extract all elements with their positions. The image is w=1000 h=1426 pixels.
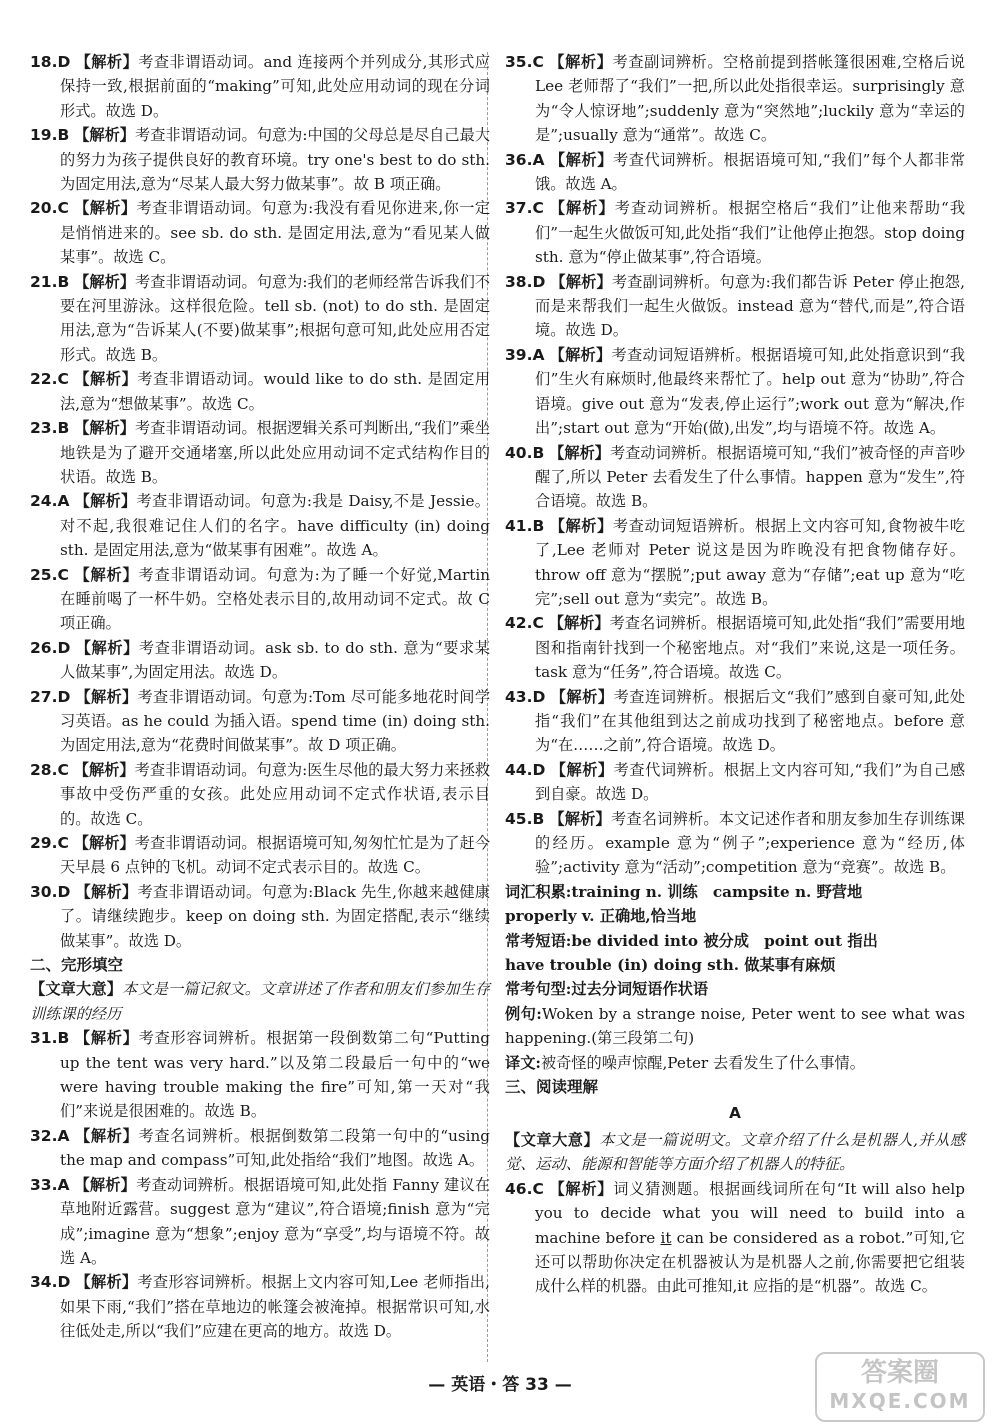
translation-text: 被奇怪的噪声惊醒,Peter 去看发生了什么事情。	[540, 1053, 865, 1072]
answer-entry	[30, 1026, 490, 1124]
answer-number: 24.A	[30, 492, 70, 511]
answer-entry	[30, 1173, 490, 1271]
answer-entry	[30, 50, 490, 123]
answer-number: 46.C	[505, 1179, 544, 1198]
translation	[505, 1051, 965, 1075]
answer-entry	[505, 758, 965, 807]
answer-entry-46	[505, 1177, 965, 1299]
answer-entry	[505, 196, 965, 269]
summary-tag: 【文章大意】	[30, 980, 123, 999]
watermark-line1: 答案圈	[860, 1358, 939, 1388]
vocab-text-1: training n. 训练 campsite n. 野营地	[571, 882, 863, 901]
answer-number: 44.D	[505, 760, 546, 779]
analysis-text: 考查副词辨析。空格前提到搭帐篷很困难,空格后说 Lee 老师帮了“我们”一把,所以此处指很幸运。surprisingly 意为“令人惊讶地”;suddenly 意为“突然地”;luckily 意为“幸运的是”;usually 意为“通常”。故选 C。	[535, 53, 966, 145]
analysis-tag: 【解析】	[74, 492, 137, 511]
entry46-text-before: 词义猜测题。根据画线词所在句“It will also help you to decide what you will need to build into a machine before	[535, 1179, 965, 1247]
analysis-text: 考查非谓语动词。句意为:我是 Daisy,不是 Jessie。对不起,我很难记住人们的名字。have difficulty (in) doing sth. 是固定用法,意为“做某事有困难”。故选 A。	[60, 492, 490, 560]
answer-number: 41.B	[505, 516, 545, 535]
passage-label: A	[729, 1104, 741, 1123]
pattern-line	[505, 977, 965, 1001]
watermark-line2: MXQE.COM	[829, 1389, 971, 1413]
section3-heading: 三、阅读理解	[505, 1078, 599, 1097]
answer-number: 40.B	[505, 443, 545, 462]
analysis-tag: 【解析】	[548, 614, 610, 633]
answer-number: 43.D	[505, 687, 546, 706]
analysis-text: 考查代词辨析。根据上文内容可知,“我们”为自己感到自豪。故选 D。	[535, 760, 966, 804]
analysis-tag: 【解析】	[75, 53, 139, 71]
answer-number: 35.C	[505, 53, 544, 71]
example-label: 例句:	[505, 1004, 542, 1023]
analysis-tag: 【解析】	[74, 370, 138, 389]
answer-number: 42.C	[505, 614, 544, 633]
analysis-text: 考查动词辨析。根据空格后“我们”让他来帮助“我们”一起生火做饭可知,此处指“我们”让他停止抱怨。stop doing sth. 意为“停止做某事”,符合语境。	[535, 199, 966, 267]
analysis-text: 考查非谓语动词。根据语境可知,匆匆忙忙是为了赶今天早晨 6 点钟的飞机。动词不定式表示目的。故选 C。	[60, 834, 491, 877]
phrase-text-1: be divided into 被分成 point out 指出	[571, 931, 878, 950]
analysis-tag: 【解析】	[550, 272, 612, 291]
left-column	[30, 50, 490, 1344]
answer-entry	[30, 123, 490, 196]
answer-entry	[30, 489, 490, 562]
translation-label: 译文:	[505, 1053, 541, 1072]
analysis-text: 考查名词辨析。根据语境可知,此处指“我们”需要用地图和指南针找到一个秘密地点。对“我们”来说,这是一项任务。task 意为“任务”,符合语境。故选 C。	[535, 614, 966, 682]
answer-number: 26.D	[30, 638, 71, 657]
answer-number: 39.A	[505, 345, 545, 364]
analysis-tag: 【解析】	[75, 1273, 138, 1292]
analysis-text: 考查名词辨析。根据倒数第二段第一句中的“using the map and compass”可知,此处指给“我们”地图。故选 A。	[60, 1126, 491, 1170]
vocab-block	[505, 880, 965, 1002]
answer-entry	[505, 270, 965, 343]
phrase-label: 常考短语:	[505, 931, 572, 950]
analysis-text: 考查非谓语动词。句意为:Tom 尽可能多地花时间学习英语。as he could 为插入语。spend time (in) doing sth. 为固定用法,意为“花费时间做某事”。故 D 项正确。	[60, 687, 491, 755]
analysis-tag: 【解析】	[549, 53, 613, 71]
answer-number: 31.B	[30, 1029, 70, 1048]
answer-entry	[505, 611, 965, 684]
answer-list-left	[30, 50, 490, 953]
analysis-tag: 【解析】	[549, 443, 610, 462]
analysis-text: 考查动词短语辨析。根据语境可知,此处指意识到“我们”生火有麻烦时,他最终来帮忙了。help out 意为“协助”,符合语境。give out 意为“发表,停止运行”;work out 意为“解决,作出”;start out 意为“开始(做),出发”,均与语境不符。故选 A。	[535, 345, 966, 438]
analysis-tag: 【解析】	[549, 1179, 614, 1198]
answer-number: 27.D	[30, 687, 71, 706]
analysis-tag: 【解析】	[549, 345, 612, 364]
phrase-line-1	[505, 929, 965, 953]
analysis-text: 考查动词辨析。根据语境可知,“我们”被奇怪的声音吵醒了,所以 Peter 去看发生了什么事情。happen 意为“发生”,符合语境。故选 B。	[535, 443, 966, 511]
analysis-tag: 【解析】	[75, 687, 138, 706]
analysis-text: 考查非谓语动词。句意为:中国的父母总是尽自己最大的努力为孩子提供良好的教育环境。try one's best to do sth. 为固定用法,意为“尽某人最大努力做某事”。故 B 项正确。	[60, 126, 491, 194]
answer-number: 32.A	[30, 1126, 70, 1145]
analysis-text: 考查非谓语动词。句意为:医生尽他的最大努力来拯救事故中受伤严重的女孩。此处应用动词不定式作状语,表示目的。故选 C。	[60, 760, 491, 828]
answer-entry	[505, 50, 965, 148]
answer-entry	[30, 270, 490, 368]
section2-summary	[30, 977, 490, 1026]
entry46-text-after: can be considered as a robot.”可知,它还可以帮助你决定在机器被认为是机器人之前,你需要把它组装成什么样的机器。由此可推知,it 应指的是“机器”。故选 C。	[535, 1228, 966, 1296]
right-column	[505, 50, 965, 1299]
answer-entry	[30, 880, 490, 953]
answer-entry	[505, 343, 965, 441]
analysis-text: 考查名词辨析。本文记述作者和朋友参加生存训练课的经历。example 意为“例子”;experience 意为“经历,体验”;activity 意为“活动”;competition 意为“竞赛”。故选 B。	[535, 809, 966, 877]
analysis-text: 考查非谓语动词。句意为:我们的老师经常告诉我们不要在河里游泳。这样很危险。tell sb. (not) to do sth. 是固定用法,意为“告诉某人(不要)做某事”;根据句意可知,此处应用否定形式。故选 B。	[60, 272, 491, 364]
analysis-tag: 【解析】	[74, 419, 135, 438]
answer-list-right	[505, 50, 965, 880]
analysis-tag: 【解析】	[550, 687, 614, 706]
answer-list-left-2	[30, 1026, 490, 1343]
analysis-tag: 【解析】	[74, 199, 137, 218]
answer-entry	[30, 685, 490, 758]
answer-number: 21.B	[30, 272, 70, 291]
analysis-tag: 【解析】	[74, 126, 135, 145]
analysis-tag: 【解析】	[549, 809, 611, 828]
analysis-text: 考查非谓语动词。would like to do sth. 是固定用法,意为“想做某事”。故选 C。	[60, 370, 491, 413]
answer-number: 38.D	[505, 272, 546, 291]
analysis-text: 考查代词辨析。根据语境可知,“我们”每个人都非常饿。故选 A。	[535, 150, 966, 194]
analysis-text: 考查形容词辨析。根据第一段倒数第二句“Putting up the tent was very hard.”以及第二段最后一句中的“we were having trouble making the fire”可知,第一天对“我们”来说是很困难的。故选 B。	[60, 1029, 490, 1121]
answer-number: 30.D	[30, 882, 71, 901]
answer-entry	[30, 758, 490, 831]
answer-number: 19.B	[30, 126, 70, 145]
answer-entry	[505, 685, 965, 758]
answer-entry	[30, 416, 490, 489]
analysis-tag: 【解析】	[550, 760, 614, 779]
analysis-text: 考查形容词辨析。根据上文内容可知,Lee 老师指出,如果下雨,“我们”搭在草地边的帐篷会被淹掉。根据常识可知,水往低处走,所以“我们”应建在更高的地方。故选 D。	[60, 1273, 491, 1341]
example-text: Woken by a strange noise, Peter went to see what was happening.(第三段第二句)	[505, 1004, 965, 1048]
analysis-tag: 【解析】	[74, 1029, 139, 1048]
analysis-tag: 【解析】	[549, 199, 615, 218]
section3-summary	[505, 1128, 965, 1177]
answer-number: 22.C	[30, 370, 69, 389]
answer-entry	[30, 196, 490, 269]
answer-entry	[30, 831, 490, 880]
analysis-tag: 【解析】	[73, 834, 135, 852]
analysis-tag: 【解析】	[75, 882, 138, 901]
phrase-line-2: have trouble (in) doing sth. 做某事有麻烦	[505, 956, 836, 975]
answer-entry	[505, 441, 965, 514]
analysis-tag: 【解析】	[74, 272, 135, 291]
answer-number: 37.C	[505, 199, 544, 218]
analysis-text: 考查非谓语动词。句意为:为了睡一个好觉,Martin 在睡前喝了一杯牛奶。空格处表示目的,故用动词不定式。故 C 项正确。	[60, 565, 491, 633]
summary-text-3: 本文是一篇说明文。文章介绍了什么是机器人,并从感觉、运动、能源和智能等方面介绍了机器人的特征。	[505, 1130, 966, 1174]
answer-number: 36.A	[505, 150, 545, 169]
pattern-text: 过去分词短语作状语	[571, 980, 709, 999]
analysis-tag: 【解析】	[75, 1126, 139, 1145]
pattern-label: 常考句型:	[505, 980, 572, 999]
vocab-line-2: properly v. 正确地,恰当地	[505, 907, 697, 926]
answer-entry	[30, 636, 490, 685]
example-sentence	[505, 1002, 965, 1051]
analysis-text: 考查非谓语动词。句意为:Black 先生,你越来越健康了。请继续跑步。keep on doing sth. 为固定搭配,表示“继续做某事”。故选 D。	[60, 882, 491, 950]
answer-number: 29.C	[30, 834, 69, 852]
analysis-tag: 【解析】	[75, 638, 139, 657]
vocab-line-1	[505, 880, 965, 904]
answer-number: 25.C	[30, 565, 69, 584]
answer-number: 18.D	[30, 53, 71, 71]
analysis-tag: 【解析】	[74, 1175, 137, 1194]
answer-entry	[505, 514, 965, 612]
vocab-label: 词汇积累:	[505, 882, 572, 901]
analysis-text: 考查副词辨析。句意为:我们都告诉 Peter 停止抱怨,而是来帮我们一起生火做饭。instead 意为“替代,而是”,符合语境。故选 D。	[535, 272, 965, 340]
answer-entry	[505, 807, 965, 880]
answer-number: 20.C	[30, 199, 69, 218]
analysis-text: 考查非谓语动词。and 连接两个并列成分,其形式应保持一致,根据前面的“making”可知,此处应用动词的现在分词形式。故选 D。	[60, 53, 491, 120]
analysis-tag: 【解析】	[549, 150, 613, 169]
page-footer: — 英语・答 33 —	[428, 1375, 572, 1395]
analysis-tag: 【解析】	[549, 516, 613, 535]
answer-entry	[30, 1124, 490, 1173]
summary-tag-3: 【文章大意】	[505, 1130, 600, 1149]
answer-number: 34.D	[30, 1273, 71, 1292]
summary-text: 本文是一篇记叙文。文章讲述了作者和朋友们参加生存训练课的经历	[30, 980, 491, 1023]
answer-entry	[30, 1270, 490, 1343]
analysis-text: 考查非谓语动词。句意为:我没有看见你进来,你一定是悄悄进来的。see sb. do sth. 是固定用法,意为“看见某人做某事”。故选 C。	[60, 199, 491, 267]
answer-number: 33.A	[30, 1175, 70, 1194]
answer-number: 28.C	[30, 760, 69, 779]
analysis-text: 考查动词辨析。根据语境可知,此处指 Fanny 建议在草地附近露营。suggest 意为“建议”,符合语境;finish 意为“完成”;imagine 意为“想象”;enjoy 意为“享受”,均与语境不符。故选 A。	[60, 1175, 491, 1267]
analysis-tag: 【解析】	[74, 565, 139, 584]
answer-entry	[30, 367, 490, 416]
answer-entry	[30, 563, 490, 636]
analysis-tag: 【解析】	[73, 760, 135, 779]
answer-number: 23.B	[30, 419, 70, 438]
analysis-text: 考查非谓语动词。ask sb. to do sth. 意为“要求某人做某事”,为固定用法。故选 D。	[60, 638, 491, 682]
analysis-text: 考查非谓语动词。根据逻辑关系可判断出,“我们”乘坐地铁是为了避开交通堵塞,所以此处应用动词不定式结构作目的状语。故选 B。	[60, 419, 491, 486]
watermark-logo	[815, 1352, 985, 1422]
section2-heading: 二、完形填空	[30, 956, 124, 975]
answer-entry	[505, 148, 965, 197]
analysis-text: 考查连词辨析。根据后文“我们”感到自豪可知,此处指“我们”在其他组到达之前成功找到了秘密地点。before 意为“在……之前”,符合语境。故选 D。	[535, 687, 966, 755]
analysis-text: 考查动词短语辨析。根据上文内容可知,食物被牛吃了,Lee 老师对 Peter 说这是因为昨晚没有把食物储存好。throw off 意为“摆脱”;put away 意为“存储”;eat up 意为“吃完”;sell out 意为“卖完”。故选 B。	[535, 516, 966, 608]
answer-number: 45.B	[505, 809, 545, 828]
underlined-word: it	[660, 1228, 672, 1247]
